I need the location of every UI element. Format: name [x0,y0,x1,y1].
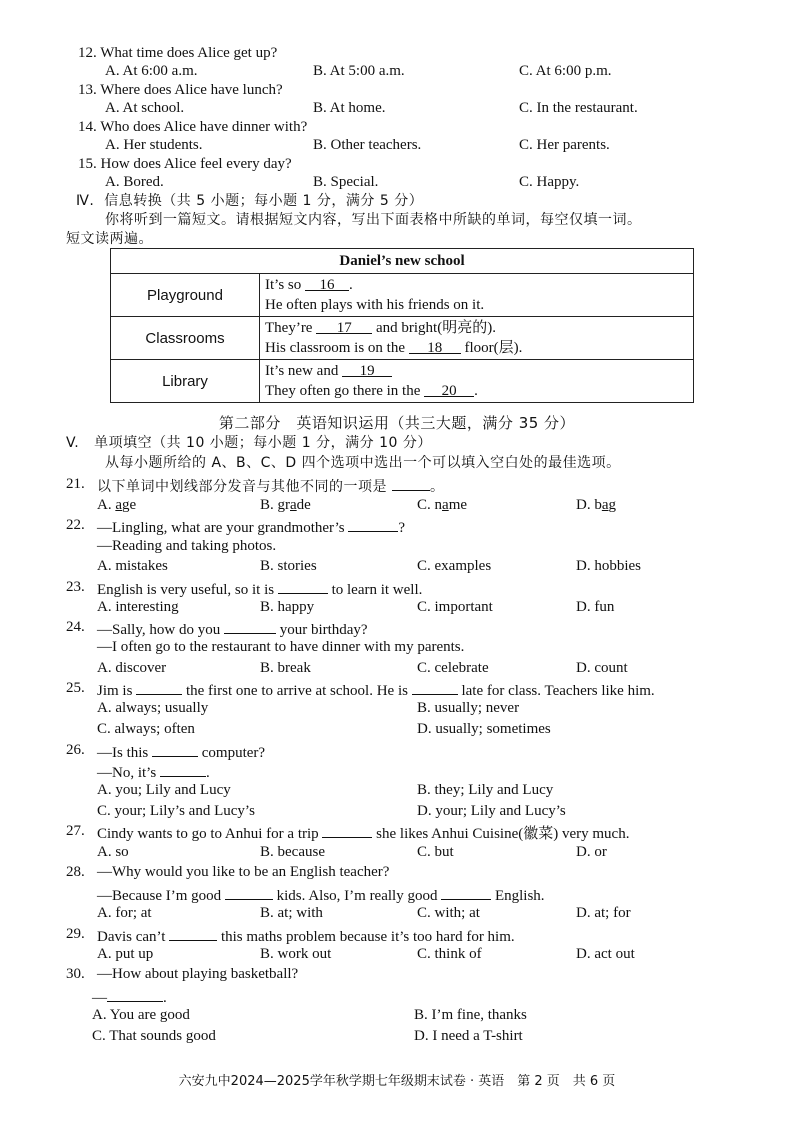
section-5-heading: V. 单项填空（共 10 小题；每小题 1 分，满分 10 分） [66,435,432,451]
q29-stem: Davis can’t this maths problem because it’s too hard for him. [97,925,515,946]
q29-blank[interactable] [169,925,217,941]
section-5-instruction: 从每小题所给的 A、B、C、D 四个选项中选出一个可以填入空白处的最佳选项。 [105,455,621,471]
q29-option-a[interactable]: A. put up [97,946,154,962]
q26-option-b[interactable]: B. they; Lily and Lucy [417,782,554,798]
q12-stem: 12. What time does Alice get up? [78,45,278,61]
q25-option-c[interactable]: C. always; often [97,721,195,737]
q26-line2: —No, it’s . [97,761,210,782]
q25-option-a[interactable]: A. always; usually [97,700,209,716]
q26-blank-1[interactable] [152,741,198,757]
q15-option-a[interactable]: A. Bored. [105,174,164,190]
q15-option-b[interactable]: B. Special. [313,174,379,190]
q15-option-c[interactable]: C. Happy. [519,174,580,190]
q28-option-d[interactable]: D. at; for [576,905,631,921]
q23-option-b[interactable]: B. happy [260,599,315,615]
q24-number: 24. [66,619,85,635]
blank-17[interactable]: 17 [316,318,372,334]
q28-line2: —Because I’m good kids. Also, I’m really good English. [97,884,545,905]
q13-option-a[interactable]: A. At school. [105,100,185,116]
q28-option-c[interactable]: C. with; at [417,905,480,921]
info-table [110,248,694,403]
section-4-heading: Ⅳ. 信息转换（共 5 小题；每小题 1 分，满分 5 分） [76,193,424,209]
q22-option-b[interactable]: B. stories [260,558,317,574]
q26-number: 26. [66,742,85,758]
blank-18[interactable]: 18 [409,338,461,354]
q26-option-d[interactable]: D. your; Lily and Lucy’s [417,803,566,819]
q24-option-d[interactable]: D. count [576,660,628,676]
blank-19[interactable]: 19 [342,361,392,377]
q21-number: 21. [66,476,85,492]
q30-option-c[interactable]: C. That sounds good [92,1028,216,1044]
q28-number: 28. [66,864,85,880]
q29-option-d[interactable]: D. act out [576,946,635,962]
q26-option-a[interactable]: A. you; Lily and Lucy [97,782,231,798]
q27-option-d[interactable]: D. or [576,844,607,860]
q13-option-c[interactable]: C. In the restaurant. [519,100,638,116]
q23-number: 23. [66,579,85,595]
q30-blank[interactable] [107,986,163,1002]
row-label: Classrooms [111,317,260,360]
q26-stem: —Is this computer? [97,741,265,762]
q25-number: 25. [66,680,85,696]
q27-number: 27. [66,823,85,839]
q29-option-c[interactable]: C. think of [417,946,482,962]
q23-option-d[interactable]: D. fun [576,599,615,615]
q14-option-a[interactable]: A. Her students. [105,137,203,153]
q14-option-c[interactable]: C. Her parents. [519,137,610,153]
q24-blank[interactable] [224,618,276,634]
q25-blank-2[interactable] [412,679,458,695]
q21-option-b[interactable]: B. grade [260,497,311,513]
q24-option-b[interactable]: B. break [260,660,311,676]
q30-option-a[interactable]: A. You are good [92,1007,190,1023]
q23-stem: English is very useful, so it is to learn it well. [97,578,422,599]
q22-option-a[interactable]: A. mistakes [97,558,168,574]
q24-stem: —Sally, how do you your birthday? [97,618,368,639]
q30-option-b[interactable]: B. I’m fine, thanks [414,1007,527,1023]
q24-option-c[interactable]: C. celebrate [417,660,489,676]
q23-option-a[interactable]: A. interesting [97,599,179,615]
q27-option-b[interactable]: B. because [260,844,325,860]
q28-option-a[interactable]: A. for; at [97,905,152,921]
table-row: Playground It’s so 16 . He often plays with his friends on it. [111,274,694,317]
q15-stem: 15. How does Alice feel every day? [78,156,292,172]
q30-option-d[interactable]: D. I need a T-shirt [414,1028,523,1044]
q25-blank-1[interactable] [136,679,182,695]
q28-option-b[interactable]: B. at; with [260,905,323,921]
q22-option-c[interactable]: C. examples [417,558,492,574]
page-footer: 六安九中2024—2025学年秋学期七年级期末试卷 · 英语 第 2 页 共 6 页 [178,1074,616,1089]
q21-option-c[interactable]: C. name [417,497,468,513]
q23-blank[interactable] [278,578,328,594]
q21-stem: 以下单词中划线部分发音与其他不同的一项是 。 [97,475,444,496]
q21-option-a[interactable]: A. age [97,497,137,513]
q13-option-b[interactable]: B. At home. [313,100,386,116]
q30-number: 30. [66,966,85,982]
blank-20[interactable]: 20 [424,381,474,397]
row-label: Playground [111,274,260,317]
q28-blank-2[interactable] [441,884,491,900]
q29-number: 29. [66,926,85,942]
q30-line2: — . [92,986,167,1007]
q21-option-d[interactable]: D. bag [576,497,617,513]
q25-option-d[interactable]: D. usually; sometimes [417,721,551,737]
q22-line2: —Reading and taking photos. [97,538,277,554]
q24-line2: —I often go to the restaurant to have dinner with my parents. [97,639,465,655]
q22-blank[interactable] [348,516,398,532]
q14-stem: 14. Who does Alice have dinner with? [78,119,308,135]
q28-blank-1[interactable] [225,884,273,900]
q22-stem: —Lingling, what are your grandmother’s ? [97,516,405,537]
blank-16[interactable]: 16 [305,275,349,291]
q27-blank[interactable] [322,822,372,838]
q28-line1: —Why would you like to be an English teacher? [97,864,390,880]
table-title: Daniel’s new school [111,249,694,274]
q30-line1: —How about playing basketball? [97,966,299,982]
section-4-instruction-cont: 短文读两遍。 [66,231,153,247]
q27-option-c[interactable]: C. but [417,844,454,860]
q26-option-c[interactable]: C. your; Lily’s and Lucy’s [97,803,255,819]
q27-option-a[interactable]: A. so [97,844,129,860]
q12-option-b[interactable]: B. At 5:00 a.m. [313,63,405,79]
q26-blank-2[interactable] [160,761,206,777]
q24-option-a[interactable]: A. discover [97,660,167,676]
q23-option-c[interactable]: C. important [417,599,493,615]
q14-option-b[interactable]: B. Other teachers. [313,137,422,153]
q25-option-b[interactable]: B. usually; never [417,700,520,716]
row-label: Library [111,360,260,403]
q13-stem: 13. Where does Alice have lunch? [78,82,283,98]
q12-option-c[interactable]: C. At 6:00 p.m. [519,63,612,79]
table-row: Library It’s new and 19 They often go there in the 20 . [111,360,694,403]
table-row: Classrooms They’re 17 and bright(明亮的). His classroom is on the 18 floor(层). [111,317,694,360]
q29-option-b[interactable]: B. work out [260,946,332,962]
q12-option-a[interactable]: A. At 6:00 a.m. [105,63,198,79]
q22-number: 22. [66,517,85,533]
q22-option-d[interactable]: D. hobbies [576,558,641,574]
q21-blank[interactable] [392,475,430,491]
section-4-instruction: 你将听到一篇短文。请根据短文内容，写出下面表格中所缺的单词，每空仅填一词。 [105,212,642,228]
q27-stem: Cindy wants to go to Anhui for a trip she likes Anhui Cuisine(徽菜) very much. [97,822,629,843]
part-2-heading: 第二部分 英语知识运用（共三大题，满分 35 分） [218,414,576,432]
q25-stem: Jim is the first one to arrive at school. He is late for class. Teachers like him. [97,679,655,700]
